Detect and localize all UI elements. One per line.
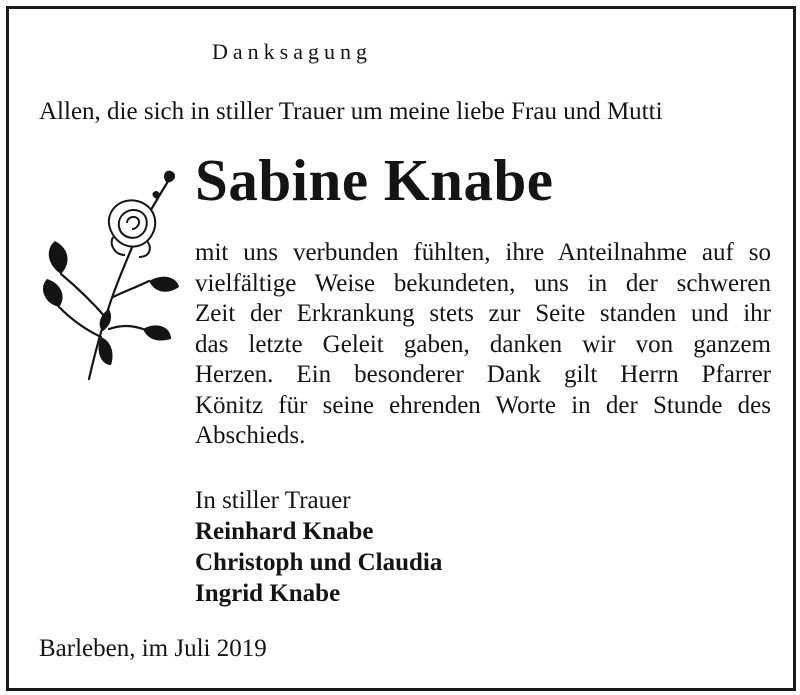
closing-phrase: In stiller Trauer — [195, 487, 351, 514]
intro-line: Allen, die sich in stiller Trauer um meine liebe Frau und Mutti — [39, 98, 663, 125]
body-text — [195, 238, 771, 452]
body-line: das letzte Geleit gaben, danken wir von ganzem — [195, 330, 771, 358]
obituary-notice — [6, 6, 796, 691]
body-line: Könitz für seine ehrenden Worte in der Stunde des — [195, 391, 771, 419]
place-date: Barleben, im Juli 2019 — [39, 635, 267, 662]
body-line: Herzen. Ein besonderer Dank gilt Herrn Pfarrer — [195, 361, 771, 388]
rose-icon — [39, 169, 184, 384]
signer-name: Ingrid Knabe — [195, 580, 341, 607]
body-line: vielfältige Weise bekundeten, uns in der schweren — [195, 269, 771, 297]
signer-name: Christoph und Claudia — [195, 549, 443, 576]
body-line: mit uns verbunden fühlten, ihre Anteilnahme auf so — [195, 239, 771, 266]
notice-heading: Danksagung — [212, 39, 372, 64]
signer-name: Reinhard Knabe — [195, 518, 374, 545]
closing-block — [195, 485, 442, 609]
deceased-name: Sabine Knabe — [195, 147, 554, 213]
body-line: Abschieds. — [195, 422, 306, 449]
body-line: Zeit der Erkrankung stets zur Seite standen und ihr — [195, 300, 771, 327]
